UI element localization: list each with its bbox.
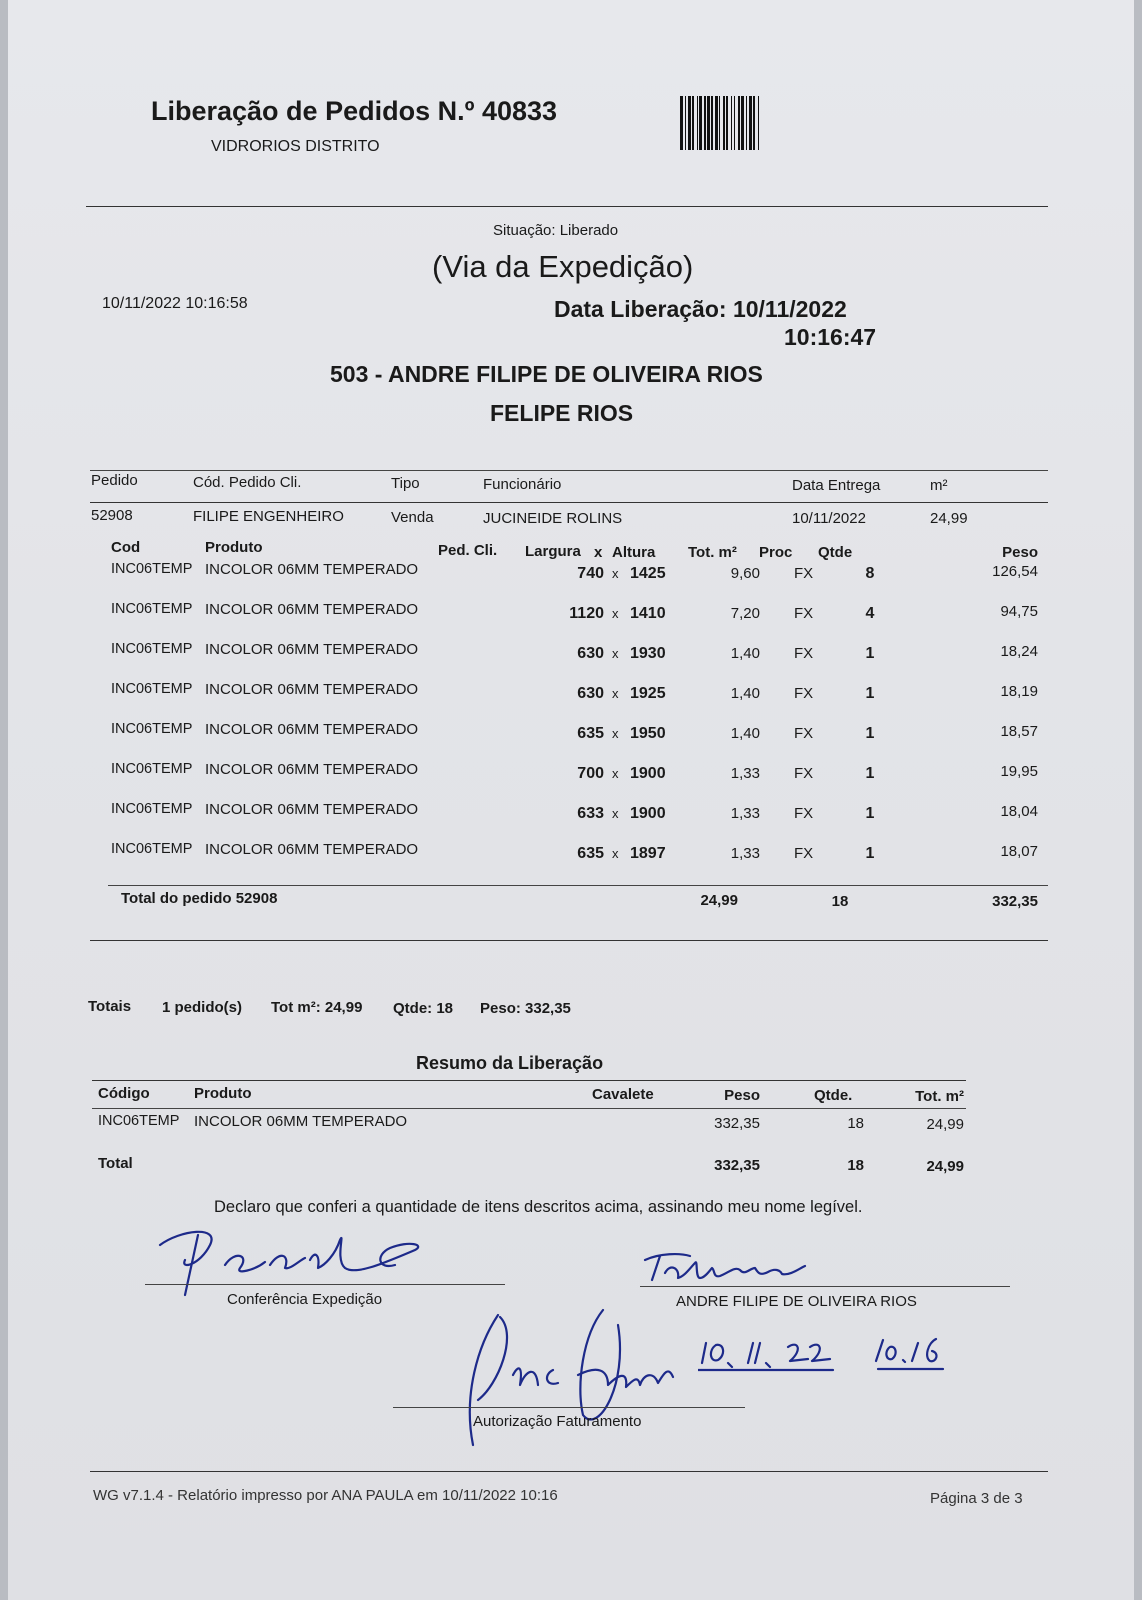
summary-col-tot-m2: Tot. m²	[915, 1088, 964, 1105]
order-type: Venda	[391, 509, 434, 526]
order-total-label: Total do pedido 52908	[121, 890, 278, 907]
document-title: Liberação de Pedidos N.º 40833	[151, 96, 558, 126]
customer-alias: FELIPE RIOS	[490, 400, 634, 426]
item-largura: 630	[577, 645, 604, 662]
item-proc: FX	[794, 725, 814, 742]
totals-peso: Peso: 332,35	[480, 1000, 571, 1017]
divider	[90, 470, 1048, 471]
item-proc: FX	[794, 605, 814, 622]
col-m2: m²	[930, 477, 948, 494]
customer-name: 503 - ANDRE FILIPE DE OLIVEIRA RIOS	[330, 361, 763, 387]
signature-line	[145, 1284, 505, 1285]
item-altura: 1900	[630, 805, 666, 822]
col-data-entrega: Data Entrega	[792, 477, 881, 494]
page-number: Página 3 de 3	[930, 1490, 1023, 1507]
col-largura: Largura	[525, 543, 581, 560]
conferencia-label: Conferência Expedição	[227, 1291, 383, 1308]
item-altura: 1897	[630, 845, 666, 862]
order-total-peso: 332,35	[992, 893, 1038, 910]
item-x: x	[612, 646, 619, 661]
item-tot-m2: 1,33	[730, 805, 760, 822]
item-x: x	[612, 806, 619, 821]
divider	[90, 1471, 1048, 1472]
item-peso: 94,75	[1000, 603, 1038, 620]
printed-timestamp: 10/11/2022 10:16:58	[102, 295, 248, 312]
totals-pedidos: 1 pedido(s)	[162, 999, 243, 1016]
col-cod-cli: Cód. Pedido Cli.	[193, 474, 302, 491]
item-proc: FX	[794, 765, 814, 782]
summary-peso: 332,35	[714, 1115, 760, 1132]
divider	[90, 940, 1048, 941]
handwritten-date	[698, 1325, 978, 1375]
order-m2: 24,99	[930, 510, 968, 527]
item-product: INCOLOR 06MM TEMPERADO	[205, 681, 419, 698]
item-code: INC06TEMP	[111, 841, 193, 857]
signature-fabiano	[640, 1248, 820, 1288]
item-qtde: 1	[865, 845, 875, 862]
autorizacao-label: Autorização Faturamento	[473, 1413, 642, 1430]
divider	[92, 1108, 966, 1109]
item-altura: 1930	[630, 645, 666, 662]
divider	[108, 885, 1048, 886]
item-code: INC06TEMP	[111, 601, 193, 617]
col-funcionario: Funcionário	[483, 476, 562, 493]
copy-type: (Via da Expedição)	[432, 249, 694, 284]
item-largura: 635	[577, 725, 604, 742]
item-qtde: 4	[865, 605, 875, 622]
footer-print-info: WG v7.1.4 - Relatório impresso por ANA PAULA em 10/11/2022 10:16	[93, 1487, 558, 1504]
document-page	[8, 0, 1134, 1600]
item-peso: 18,24	[1000, 643, 1038, 660]
item-tot-m2: 1,33	[730, 845, 760, 862]
item-qtde: 1	[865, 805, 875, 822]
signature-paula	[140, 1220, 440, 1300]
col-qtde: Qtde	[818, 544, 853, 561]
divider	[86, 206, 1048, 207]
item-altura: 1410	[630, 605, 666, 622]
item-peso: 18,04	[1000, 803, 1038, 820]
item-peso: 18,19	[1000, 683, 1038, 700]
release-time: 10:16:47	[784, 324, 877, 350]
item-largura: 630	[577, 685, 604, 702]
employee: JUCINEIDE ROLINS	[483, 510, 623, 527]
col-tot-m2: Tot. m²	[688, 544, 737, 561]
item-peso: 18,57	[1000, 723, 1038, 740]
item-proc: FX	[794, 805, 814, 822]
item-tot-m2: 9,60	[730, 565, 760, 582]
totals-label: Totais	[88, 998, 132, 1015]
item-peso: 18,07	[1000, 843, 1038, 860]
item-altura: 1900	[630, 765, 666, 782]
item-code: INC06TEMP	[111, 801, 193, 817]
item-tot-m2: 1,40	[730, 645, 760, 662]
item-product: INCOLOR 06MM TEMPERADO	[205, 761, 419, 778]
order-number: 52908	[91, 507, 133, 524]
signature-line	[393, 1407, 745, 1408]
item-proc: FX	[794, 685, 814, 702]
col-proc: Proc	[759, 544, 793, 561]
summary-title: Resumo da Liberação	[416, 1053, 604, 1073]
item-code: INC06TEMP	[111, 561, 193, 577]
client-order-code: FILIPE ENGENHEIRO	[193, 508, 344, 525]
item-tot-m2: 1,40	[730, 685, 760, 702]
col-x: x	[594, 544, 603, 561]
item-x: x	[612, 686, 619, 701]
summary-code: INC06TEMP	[98, 1113, 180, 1129]
order-total-m2: 24,99	[700, 892, 738, 909]
item-code: INC06TEMP	[111, 641, 193, 657]
item-largura: 633	[577, 805, 604, 822]
summary-qtde: 18	[847, 1115, 864, 1132]
item-product: INCOLOR 06MM TEMPERADO	[205, 841, 419, 858]
item-product: INCOLOR 06MM TEMPERADO	[205, 561, 419, 578]
item-largura: 740	[577, 565, 604, 582]
summary-col-peso: Peso	[724, 1087, 760, 1104]
col-pedido: Pedido	[91, 472, 138, 489]
col-ped-cli: Ped. Cli.	[438, 542, 498, 559]
item-code: INC06TEMP	[111, 681, 193, 697]
item-tot-m2: 1,33	[730, 765, 760, 782]
col-cod: Cod	[111, 539, 141, 556]
summary-col-qtde: Qtde.	[814, 1087, 853, 1104]
summary-col-cavalete: Cavalete	[592, 1086, 654, 1103]
item-altura: 1425	[630, 565, 666, 582]
item-proc: FX	[794, 645, 814, 662]
item-proc: FX	[794, 565, 814, 582]
col-altura: Altura	[612, 544, 656, 561]
item-x: x	[612, 846, 619, 861]
item-x: x	[612, 766, 619, 781]
item-proc: FX	[794, 845, 814, 862]
summary-col-produto: Produto	[194, 1085, 252, 1102]
order-total-qtde: 18	[831, 893, 849, 910]
item-product: INCOLOR 06MM TEMPERADO	[205, 801, 419, 818]
barcode-bar	[759, 96, 761, 150]
summary-total-label: Total	[98, 1155, 133, 1172]
divider	[90, 502, 1048, 503]
customer-signature-label: ANDRE FILIPE DE OLIVEIRA RIOS	[676, 1293, 917, 1310]
delivery-date: 10/11/2022	[792, 510, 866, 527]
item-largura: 1120	[569, 605, 604, 622]
summary-col-codigo: Código	[98, 1085, 150, 1102]
item-product: INCOLOR 06MM TEMPERADO	[205, 641, 419, 658]
item-x: x	[612, 606, 619, 621]
item-tot-m2: 7,20	[730, 605, 760, 622]
declaration-text: Declaro que conferi a quantidade de itens descritos acima, assinando meu nome legível.	[214, 1198, 863, 1216]
summary-total-peso: 332,35	[714, 1157, 760, 1174]
item-product: INCOLOR 06MM TEMPERADO	[205, 721, 419, 738]
col-tipo: Tipo	[391, 475, 420, 492]
item-qtde: 1	[865, 765, 875, 782]
item-largura: 635	[577, 845, 604, 862]
item-qtde: 8	[865, 565, 875, 582]
item-altura: 1925	[630, 685, 666, 702]
col-peso: Peso	[1002, 544, 1038, 561]
item-x: x	[612, 566, 619, 581]
item-qtde: 1	[865, 685, 875, 702]
col-produto: Produto	[205, 539, 263, 556]
item-peso: 19,95	[1000, 763, 1038, 780]
summary-tot-m2: 24,99	[926, 1116, 964, 1133]
totals-m2: Tot m²: 24,99	[271, 999, 363, 1016]
signature-line	[640, 1286, 1010, 1287]
item-qtde: 1	[865, 725, 875, 742]
release-date: Data Liberação: 10/11/2022	[554, 296, 847, 322]
summary-total-tot-m2: 24,99	[926, 1158, 964, 1175]
status-text: Situação: Liberado	[493, 222, 619, 239]
barcode	[680, 96, 761, 150]
item-largura: 700	[577, 765, 604, 782]
item-peso: 126,54	[992, 563, 1038, 580]
summary-total-qtde: 18	[847, 1157, 864, 1174]
item-code: INC06TEMP	[111, 721, 193, 737]
item-tot-m2: 1,40	[730, 725, 760, 742]
item-altura: 1950	[630, 725, 666, 742]
divider	[92, 1080, 966, 1081]
totals-qtde: Qtde: 18	[393, 1000, 454, 1017]
item-x: x	[612, 726, 619, 741]
item-qtde: 1	[865, 645, 875, 662]
summary-product: INCOLOR 06MM TEMPERADO	[194, 1113, 408, 1130]
company-name: VIDRORIOS DISTRITO	[211, 138, 380, 155]
item-product: INCOLOR 06MM TEMPERADO	[205, 601, 419, 618]
item-code: INC06TEMP	[111, 761, 193, 777]
